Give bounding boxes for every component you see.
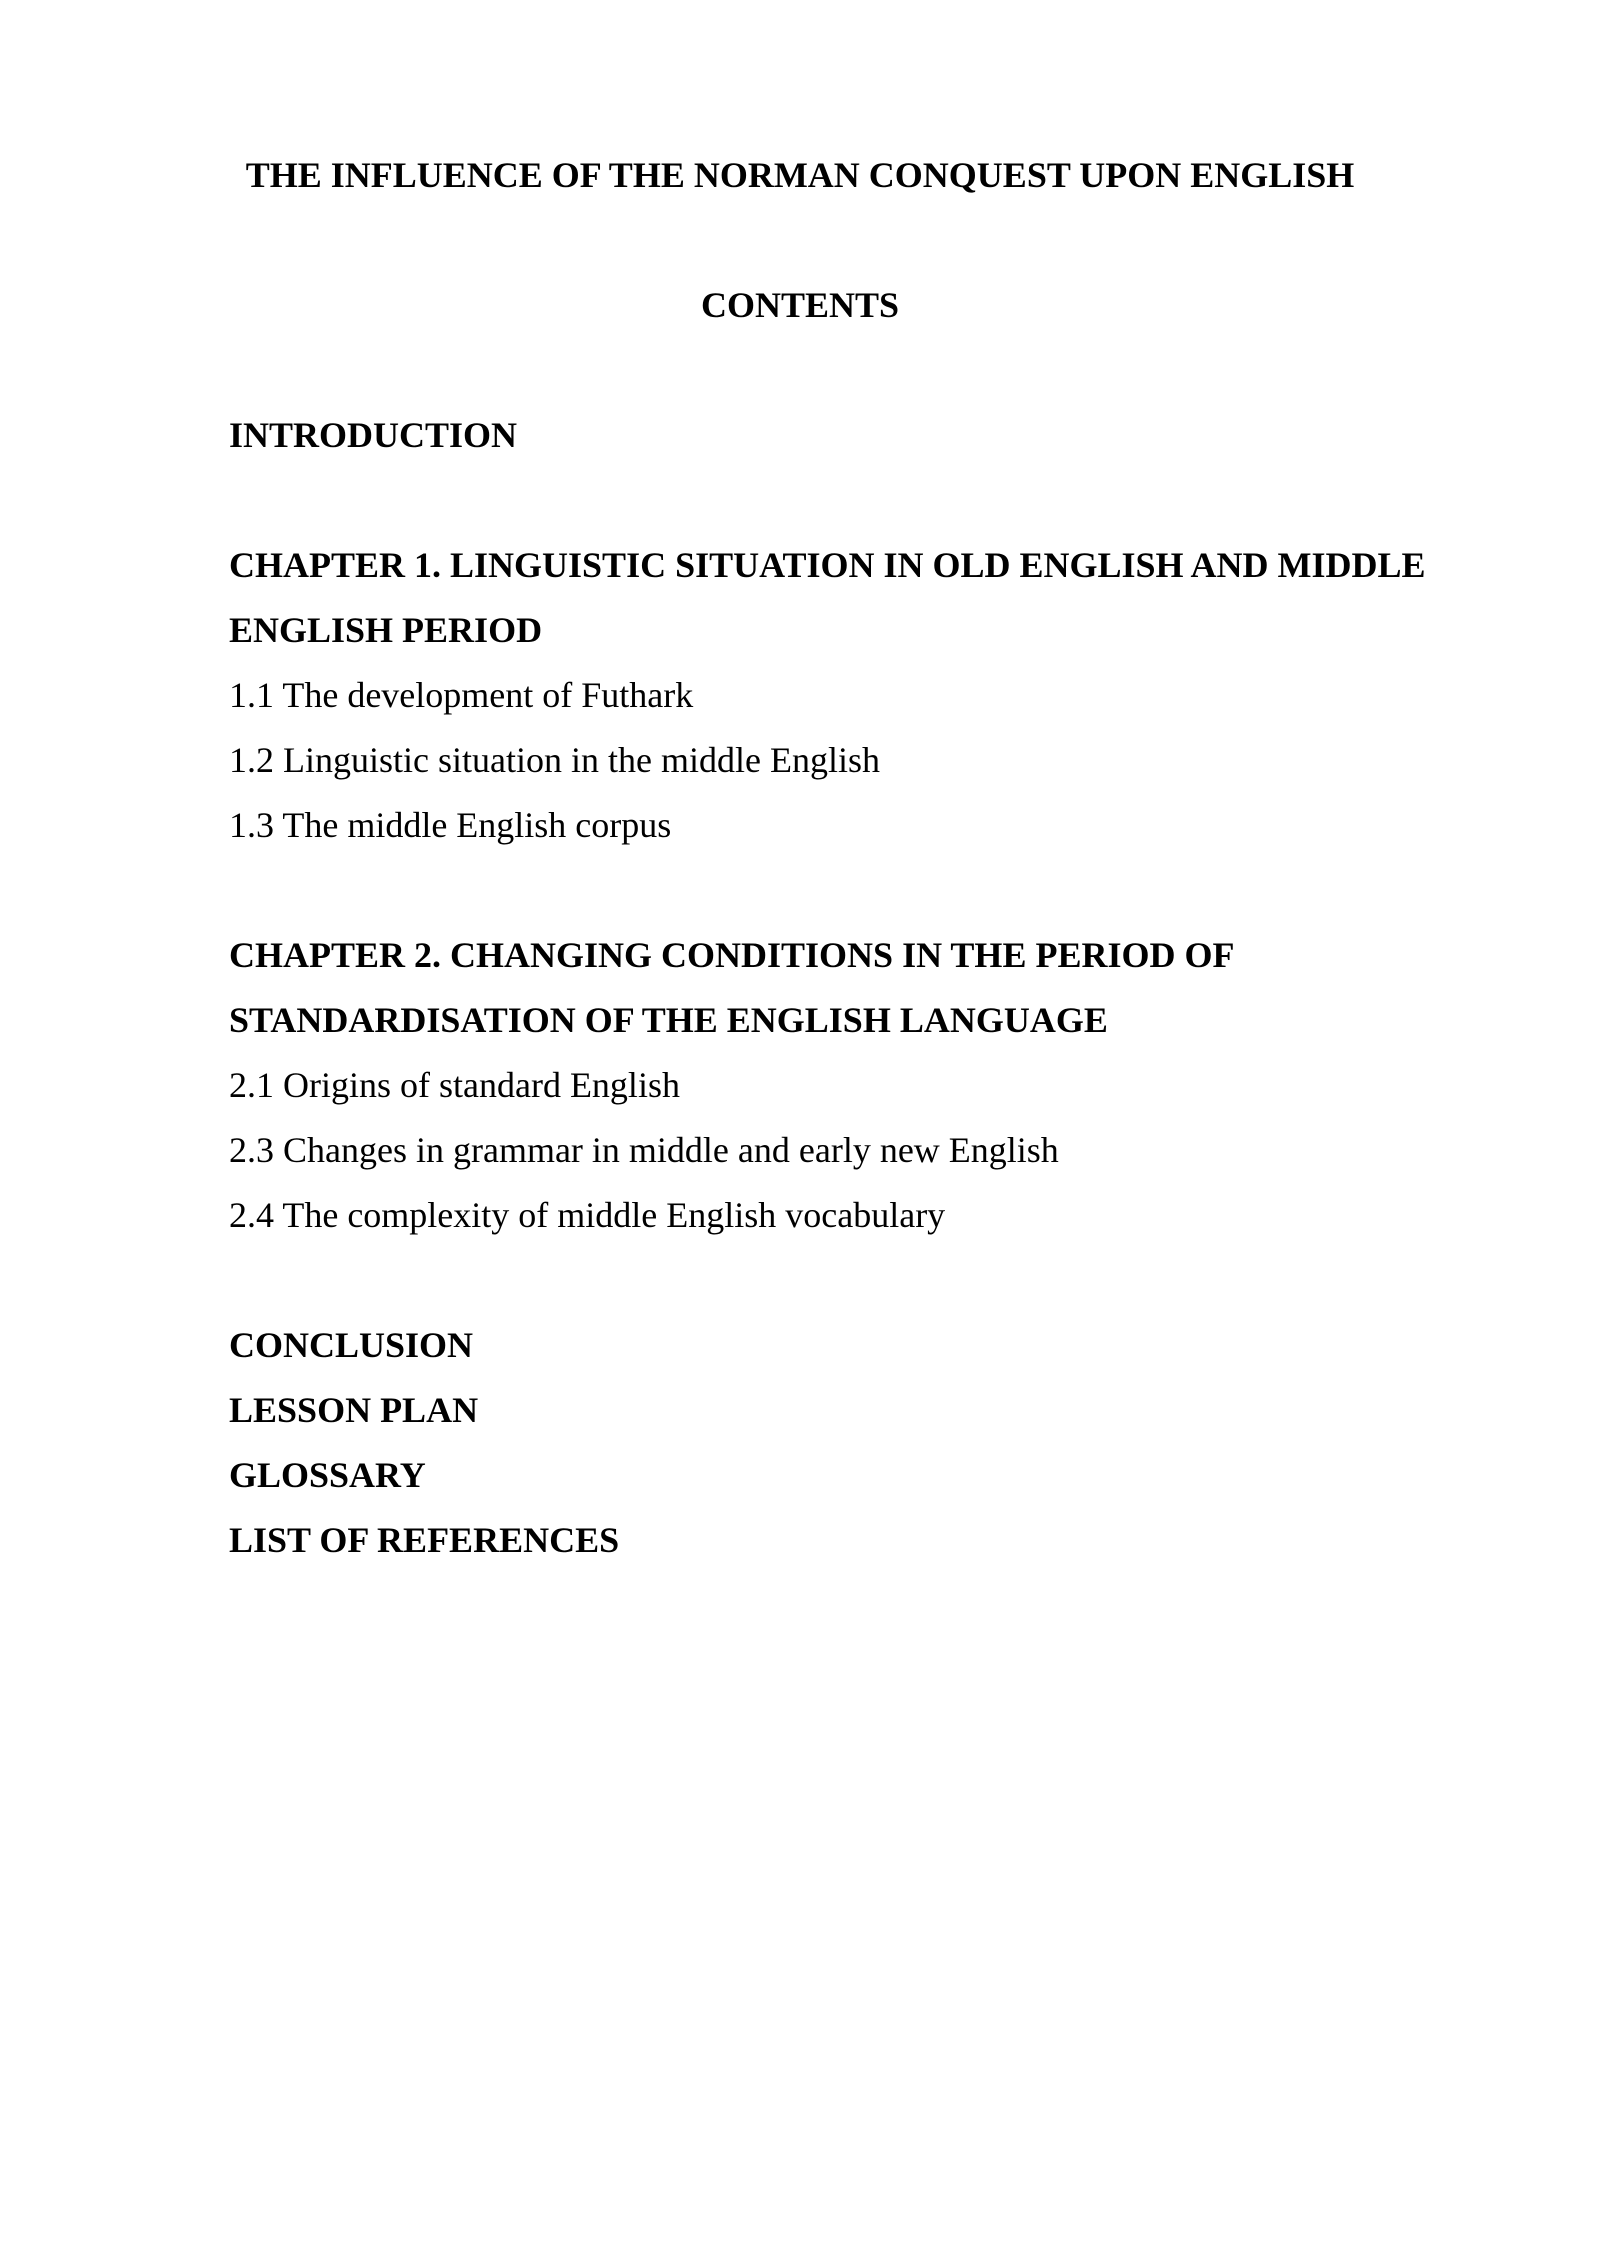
contents-heading: CONTENTS (700, 285, 900, 325)
toc-chapter1-heading-line2: ENGLISH PERIOD (229, 610, 543, 650)
toc-chapter1-heading-line1: CHAPTER 1. LINGUISTIC SITUATION IN OLD ENGLISH AND MIDDLE (229, 545, 1426, 585)
toc-item: 2.1 Origins of standard English (229, 1065, 680, 1105)
toc-item: 1.2 Linguistic situation in the middle English (229, 740, 880, 780)
toc-list-of-references: LIST OF REFERENCES (229, 1520, 620, 1560)
toc-glossary: GLOSSARY (229, 1455, 426, 1495)
document-title: THE INFLUENCE OF THE NORMAN CONQUEST UPON ENGLISH (245, 155, 1355, 195)
toc-introduction: INTRODUCTION (229, 415, 518, 455)
toc-conclusion: CONCLUSION (229, 1325, 474, 1365)
toc-item: 2.4 The complexity of middle English vocabulary (229, 1195, 946, 1235)
toc-item: 2.3 Changes in grammar in middle and early new English (229, 1130, 1059, 1170)
toc-item: 1.1 The development of Futhark (229, 675, 694, 715)
toc-item: 1.3 The middle English corpus (229, 805, 672, 845)
toc-chapter2-heading-line2: STANDARDISATION OF THE ENGLISH LANGUAGE (229, 1000, 1108, 1040)
toc-chapter2-heading-line1: CHAPTER 2. CHANGING CONDITIONS IN THE PERIOD OF (229, 935, 1235, 975)
toc-lesson-plan: LESSON PLAN (229, 1390, 479, 1430)
